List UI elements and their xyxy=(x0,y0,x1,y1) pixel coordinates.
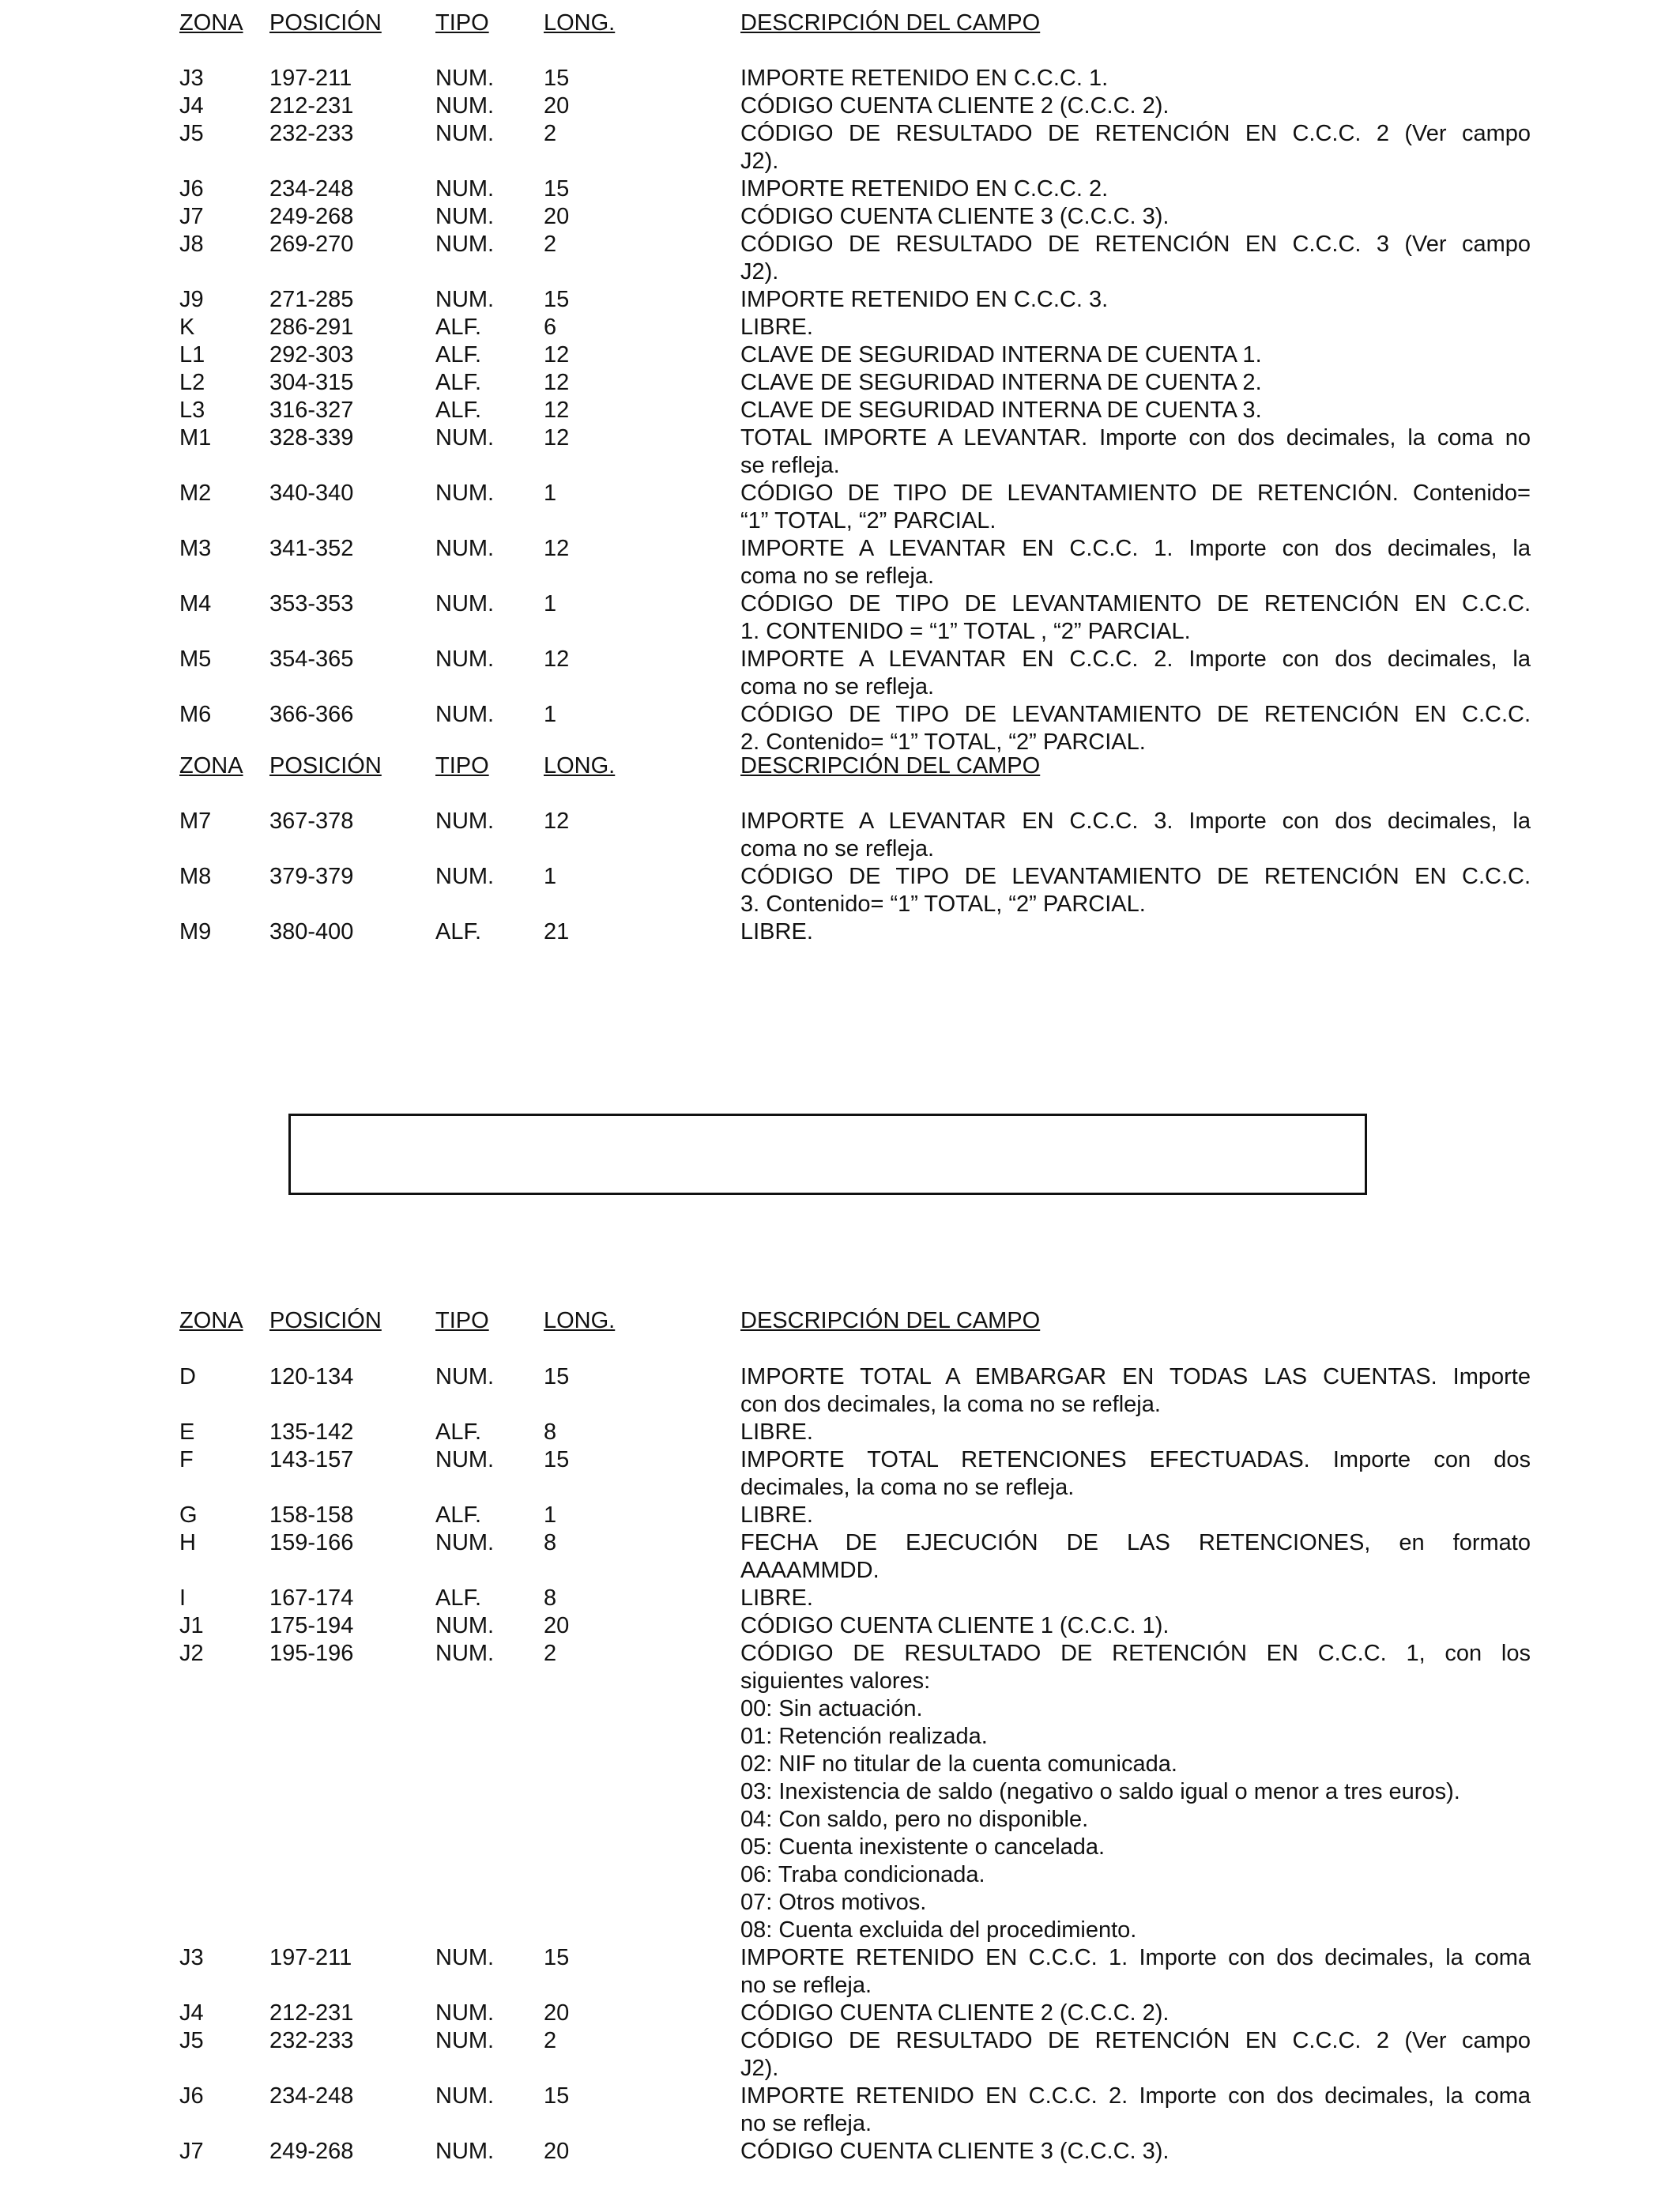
cell-descripcion xyxy=(740,1640,1531,1944)
cell-zona: L2 xyxy=(179,370,205,395)
cell-tipo: ALF. xyxy=(435,315,482,340)
description-line: IMPORTE RETENIDO EN C.C.C. 2. xyxy=(740,176,1109,202)
cell-posicion: 249-268 xyxy=(269,2139,354,2164)
description-line: LIBRE. xyxy=(740,1585,813,1611)
cell-zona: M4 xyxy=(179,591,212,616)
cell-posicion: 212-231 xyxy=(269,2000,354,2026)
description-line: CÓDIGO DE TIPO DE LEVANTAMIENTO DE RETENCIÓN EN C.C.C. xyxy=(740,591,1531,616)
description-line: LIBRE. xyxy=(740,315,813,340)
cell-zona: J5 xyxy=(179,121,204,146)
description-line: LIBRE. xyxy=(740,919,813,944)
description-line: no se refleja. xyxy=(740,1973,872,1998)
cell-posicion: 353-353 xyxy=(269,591,354,616)
cell-descripcion xyxy=(740,92,1531,120)
cell-long: 20 xyxy=(544,204,570,229)
cell-posicion: 271-285 xyxy=(269,287,354,312)
cell-tipo: NUM. xyxy=(435,232,495,257)
description-line: CÓDIGO DE RESULTADO DE RETENCIÓN EN C.C.C. 3 (Ver campo xyxy=(740,232,1531,257)
cell-long: 1 xyxy=(544,702,557,727)
description-line: CÓDIGO DE TIPO DE LEVANTAMIENTO DE RETENCIÓN. Contenido= xyxy=(740,481,1531,506)
cell-posicion: 120-134 xyxy=(269,1364,354,1389)
description-line: 00: Sin actuación. xyxy=(740,1696,923,1721)
cell-descripcion xyxy=(740,1529,1531,1585)
cell-long: 6 xyxy=(544,315,557,340)
cell-tipo: NUM. xyxy=(435,536,495,561)
cell-tipo: NUM. xyxy=(435,121,495,146)
cell-descripcion xyxy=(740,1363,1531,1419)
description-line: J2). xyxy=(740,149,779,174)
cell-zona: J1 xyxy=(179,1613,204,1638)
header-posicion: POSICIÓN xyxy=(269,1308,382,1333)
description-line: IMPORTE RETENIDO EN C.C.C. 3. xyxy=(740,287,1109,312)
cell-long: 20 xyxy=(544,2139,570,2164)
cell-long: 1 xyxy=(544,864,557,889)
cell-long: 21 xyxy=(544,919,570,944)
cell-tipo: ALF. xyxy=(435,1585,482,1611)
description-line: LIBRE. xyxy=(740,1502,813,1528)
header-tipo: TIPO xyxy=(435,753,489,778)
cell-descripcion xyxy=(740,175,1531,203)
cell-descripcion xyxy=(740,2083,1531,2138)
cell-posicion: 380-400 xyxy=(269,919,354,944)
description-line: CÓDIGO CUENTA CLIENTE 1 (C.C.C. 1). xyxy=(740,1613,1170,1638)
cell-long: 12 xyxy=(544,398,570,423)
cell-posicion: 232-233 xyxy=(269,2028,354,2053)
cell-tipo: NUM. xyxy=(435,66,495,91)
cell-long: 2 xyxy=(544,232,557,257)
cell-long: 2 xyxy=(544,2028,557,2053)
cell-tipo: NUM. xyxy=(435,481,495,506)
description-line: CÓDIGO CUENTA CLIENTE 3 (C.C.C. 3). xyxy=(740,204,1170,229)
cell-descripcion xyxy=(740,2138,1531,2166)
cell-zona: J3 xyxy=(179,66,204,91)
header-zona: ZONA xyxy=(179,10,243,36)
cell-zona: M9 xyxy=(179,919,212,944)
cell-long: 12 xyxy=(544,370,570,395)
cell-tipo: NUM. xyxy=(435,702,495,727)
cell-tipo: NUM. xyxy=(435,2083,495,2109)
cell-zona: J9 xyxy=(179,287,204,312)
cell-posicion: 340-340 xyxy=(269,481,354,506)
cell-posicion: 158-158 xyxy=(269,1502,354,1528)
cell-tipo: ALF. xyxy=(435,370,482,395)
cell-descripcion xyxy=(740,808,1531,863)
cell-posicion: 304-315 xyxy=(269,370,354,395)
description-line: 03: Inexistencia de saldo (negativo o saldo igual o menor a tres euros). xyxy=(740,1779,1460,1804)
description-line: IMPORTE A LEVANTAR EN C.C.C. 3. Importe con dos decimales, la xyxy=(740,809,1531,834)
table-header xyxy=(0,752,1680,780)
cell-tipo: NUM. xyxy=(435,2139,495,2164)
cell-zona: L3 xyxy=(179,398,205,423)
header-descripcion: DESCRIPCIÓN DEL CAMPO xyxy=(740,1308,1041,1333)
cell-tipo: NUM. xyxy=(435,1613,495,1638)
cell-tipo: NUM. xyxy=(435,647,495,672)
cell-tipo: NUM. xyxy=(435,425,495,450)
cell-descripcion xyxy=(740,2027,1531,2083)
description-line: 07: Otros motivos. xyxy=(740,1890,927,1915)
cell-tipo: NUM. xyxy=(435,176,495,202)
cell-descripcion xyxy=(740,120,1531,175)
description-line: 06: Traba condicionada. xyxy=(740,1862,985,1887)
description-line: no se refleja. xyxy=(740,2111,872,2136)
header-long: LONG. xyxy=(544,10,616,36)
cell-posicion: 232-233 xyxy=(269,121,354,146)
header-posicion: POSICIÓN xyxy=(269,753,382,778)
cell-long: 8 xyxy=(544,1585,557,1611)
header-tipo: TIPO xyxy=(435,10,489,36)
cell-tipo: NUM. xyxy=(435,864,495,889)
description-line: IMPORTE RETENIDO EN C.C.C. 2. Importe con dos decimales, la coma xyxy=(740,2083,1531,2109)
cell-long: 12 xyxy=(544,647,570,672)
description-line: CÓDIGO DE RESULTADO DE RETENCIÓN EN C.C.C. 1, con los xyxy=(740,1641,1531,1666)
cell-posicion: 316-327 xyxy=(269,398,354,423)
cell-zona: M6 xyxy=(179,702,212,727)
cell-long: 2 xyxy=(544,121,557,146)
cell-long: 15 xyxy=(544,1364,570,1389)
cell-posicion: 212-231 xyxy=(269,93,354,119)
cell-zona: J7 xyxy=(179,204,204,229)
cell-long: 8 xyxy=(544,1419,557,1445)
cell-long: 8 xyxy=(544,1530,557,1555)
description-line: IMPORTE RETENIDO EN C.C.C. 1. xyxy=(740,66,1109,91)
cell-long: 1 xyxy=(544,591,557,616)
cell-long: 2 xyxy=(544,1641,557,1666)
description-line: IMPORTE RETENIDO EN C.C.C. 1. Importe con dos decimales, la coma xyxy=(740,1945,1531,1970)
cell-zona: M2 xyxy=(179,481,212,506)
cell-zona: H xyxy=(179,1530,196,1555)
cell-zona: J7 xyxy=(179,2139,204,2164)
description-line: CÓDIGO CUENTA CLIENTE 3 (C.C.C. 3). xyxy=(740,2139,1170,2164)
cell-zona: G xyxy=(179,1502,198,1528)
cell-descripcion xyxy=(740,1944,1531,2000)
cell-long: 15 xyxy=(544,1447,570,1472)
table-header xyxy=(0,9,1680,37)
description-line: coma no se refleja. xyxy=(740,674,935,699)
description-line: 01: Retención realizada. xyxy=(740,1724,988,1749)
cell-posicion: 234-248 xyxy=(269,176,354,202)
description-line: CÓDIGO DE TIPO DE LEVANTAMIENTO DE RETENCIÓN EN C.C.C. xyxy=(740,702,1531,727)
section-title-box xyxy=(288,1114,1367,1195)
cell-posicion: 328-339 xyxy=(269,425,354,450)
description-line: CÓDIGO CUENTA CLIENTE 2 (C.C.C. 2). xyxy=(740,93,1170,119)
description-line: siguientes valores: xyxy=(740,1668,931,1694)
description-line: “1” TOTAL, “2” PARCIAL. xyxy=(740,508,996,533)
cell-posicion: 175-194 xyxy=(269,1613,354,1638)
header-tipo: TIPO xyxy=(435,1308,489,1333)
cell-long: 15 xyxy=(544,66,570,91)
cell-descripcion xyxy=(740,397,1531,424)
cell-zona: J2 xyxy=(179,1641,204,1666)
description-line: coma no se refleja. xyxy=(740,836,935,861)
cell-tipo: NUM. xyxy=(435,809,495,834)
description-line: CLAVE DE SEGURIDAD INTERNA DE CUENTA 2. xyxy=(740,370,1262,395)
header-long: LONG. xyxy=(544,1308,616,1333)
cell-long: 20 xyxy=(544,93,570,119)
cell-zona: J6 xyxy=(179,2083,204,2109)
cell-descripcion xyxy=(740,535,1531,590)
cell-long: 15 xyxy=(544,287,570,312)
cell-zona: J4 xyxy=(179,93,204,119)
cell-descripcion xyxy=(740,1502,1531,1529)
cell-long: 15 xyxy=(544,1945,570,1970)
cell-posicion: 197-211 xyxy=(269,66,352,91)
cell-descripcion xyxy=(740,203,1531,231)
description-line: coma no se refleja. xyxy=(740,564,935,589)
description-line: decimales, la coma no se refleja. xyxy=(740,1475,1075,1500)
cell-zona: J4 xyxy=(179,2000,204,2026)
description-line: J2). xyxy=(740,2056,779,2081)
header-posicion: POSICIÓN xyxy=(269,10,382,36)
cell-zona: M8 xyxy=(179,864,212,889)
cell-posicion: 292-303 xyxy=(269,342,354,368)
description-line: IMPORTE A LEVANTAR EN C.C.C. 1. Importe con dos decimales, la xyxy=(740,536,1531,561)
cell-posicion: 159-166 xyxy=(269,1530,354,1555)
cell-long: 1 xyxy=(544,481,557,506)
cell-descripcion xyxy=(740,65,1531,92)
cell-tipo: NUM. xyxy=(435,1364,495,1389)
cell-descripcion xyxy=(740,1612,1531,1640)
cell-long: 15 xyxy=(544,2083,570,2109)
cell-descripcion xyxy=(740,341,1531,369)
cell-posicion: 167-174 xyxy=(269,1585,354,1611)
description-line: CÓDIGO DE RESULTADO DE RETENCIÓN EN C.C.C. 2 (Ver campo xyxy=(740,2028,1531,2053)
table-header xyxy=(0,1307,1680,1335)
cell-zona: M3 xyxy=(179,536,212,561)
cell-tipo: NUM. xyxy=(435,93,495,119)
cell-descripcion xyxy=(740,314,1531,341)
header-zona: ZONA xyxy=(179,1308,243,1333)
cell-tipo: NUM. xyxy=(435,287,495,312)
cell-tipo: NUM. xyxy=(435,591,495,616)
description-line: 05: Cuenta inexistente o cancelada. xyxy=(740,1834,1106,1860)
header-zona: ZONA xyxy=(179,753,243,778)
description-line: CLAVE DE SEGURIDAD INTERNA DE CUENTA 3. xyxy=(740,398,1262,423)
description-line: IMPORTE TOTAL A EMBARGAR EN TODAS LAS CUENTAS. Importe xyxy=(740,1364,1531,1389)
cell-descripcion xyxy=(740,231,1531,286)
cell-tipo: ALF. xyxy=(435,398,482,423)
cell-long: 12 xyxy=(544,809,570,834)
cell-descripcion xyxy=(740,424,1531,480)
description-line: IMPORTE TOTAL RETENCIONES EFECTUADAS. Importe con dos xyxy=(740,1447,1531,1472)
description-line: 3. Contenido= “1” TOTAL, “2” PARCIAL. xyxy=(740,892,1146,917)
cell-zona: J5 xyxy=(179,2028,204,2053)
cell-tipo: ALF. xyxy=(435,919,482,944)
cell-zona: M5 xyxy=(179,647,212,672)
cell-tipo: NUM. xyxy=(435,1447,495,1472)
description-line: 2. Contenido= “1” TOTAL, “2” PARCIAL. xyxy=(740,729,1146,755)
cell-tipo: ALF. xyxy=(435,1419,482,1445)
cell-long: 12 xyxy=(544,425,570,450)
cell-descripcion xyxy=(740,369,1531,397)
description-line: CÓDIGO CUENTA CLIENTE 2 (C.C.C. 2). xyxy=(740,2000,1170,2026)
description-line: IMPORTE A LEVANTAR EN C.C.C. 2. Importe con dos decimales, la xyxy=(740,647,1531,672)
cell-posicion: 286-291 xyxy=(269,315,354,340)
cell-posicion: 234-248 xyxy=(269,2083,354,2109)
cell-posicion: 197-211 xyxy=(269,1945,352,1970)
cell-descripcion xyxy=(740,701,1531,756)
header-long: LONG. xyxy=(544,753,616,778)
description-line: CLAVE DE SEGURIDAD INTERNA DE CUENTA 1. xyxy=(740,342,1262,368)
cell-tipo: NUM. xyxy=(435,2028,495,2053)
description-line: 1. CONTENIDO = “1” TOTAL , “2” PARCIAL. xyxy=(740,619,1191,644)
cell-posicion: 379-379 xyxy=(269,864,354,889)
cell-long: 12 xyxy=(544,342,570,368)
cell-posicion: 366-366 xyxy=(269,702,354,727)
cell-zona: J6 xyxy=(179,176,204,202)
cell-posicion: 354-365 xyxy=(269,647,354,672)
cell-zona: J8 xyxy=(179,232,204,257)
cell-descripcion xyxy=(740,863,1531,918)
cell-posicion: 249-268 xyxy=(269,204,354,229)
description-line: J2). xyxy=(740,259,779,285)
cell-zona: K xyxy=(179,315,195,340)
cell-zona: D xyxy=(179,1364,196,1389)
description-line: CÓDIGO DE RESULTADO DE RETENCIÓN EN C.C.C. 2 (Ver campo xyxy=(740,121,1531,146)
cell-tipo: NUM. xyxy=(435,1945,495,1970)
cell-long: 12 xyxy=(544,536,570,561)
cell-posicion: 341-352 xyxy=(269,536,354,561)
cell-long: 1 xyxy=(544,1502,557,1528)
cell-descripcion xyxy=(740,590,1531,646)
cell-long: 20 xyxy=(544,1613,570,1638)
description-line: CÓDIGO DE TIPO DE LEVANTAMIENTO DE RETENCIÓN EN C.C.C. xyxy=(740,864,1531,889)
description-line: LIBRE. xyxy=(740,1419,813,1445)
cell-tipo: ALF. xyxy=(435,342,482,368)
description-line: con dos decimales, la coma no se refleja. xyxy=(740,1392,1161,1417)
cell-posicion: 269-270 xyxy=(269,232,354,257)
cell-descripcion xyxy=(740,480,1531,535)
description-line: 02: NIF no titular de la cuenta comunicada. xyxy=(740,1751,1177,1777)
cell-descripcion xyxy=(740,286,1531,314)
cell-zona: F xyxy=(179,1447,194,1472)
cell-descripcion xyxy=(740,646,1531,701)
header-descripcion: DESCRIPCIÓN DEL CAMPO xyxy=(740,753,1041,778)
cell-tipo: NUM. xyxy=(435,2000,495,2026)
cell-zona: M1 xyxy=(179,425,212,450)
cell-descripcion xyxy=(740,1419,1531,1446)
description-line: TOTAL IMPORTE A LEVANTAR. Importe con dos decimales, la coma no xyxy=(740,425,1531,450)
header-descripcion: DESCRIPCIÓN DEL CAMPO xyxy=(740,10,1041,36)
description-line: 08: Cuenta excluida del procedimiento. xyxy=(740,1917,1137,1943)
cell-tipo: NUM. xyxy=(435,1641,495,1666)
cell-tipo: NUM. xyxy=(435,204,495,229)
cell-tipo: NUM. xyxy=(435,1530,495,1555)
cell-descripcion xyxy=(740,2000,1531,2027)
cell-posicion: 143-157 xyxy=(269,1447,354,1472)
description-line: se refleja. xyxy=(740,453,840,478)
cell-zona: I xyxy=(179,1585,186,1611)
cell-long: 20 xyxy=(544,2000,570,2026)
cell-posicion: 195-196 xyxy=(269,1641,354,1666)
description-line: AAAAMMDD. xyxy=(740,1558,880,1583)
cell-posicion: 367-378 xyxy=(269,809,354,834)
cell-descripcion xyxy=(740,1585,1531,1612)
cell-descripcion xyxy=(740,918,1531,946)
description-line: FECHA DE EJECUCIÓN DE LAS RETENCIONES, en formato xyxy=(740,1530,1531,1555)
cell-tipo: ALF. xyxy=(435,1502,482,1528)
cell-zona: L1 xyxy=(179,342,205,368)
cell-long: 15 xyxy=(544,176,570,202)
cell-descripcion xyxy=(740,1446,1531,1502)
cell-zona: M7 xyxy=(179,809,212,834)
cell-posicion: 135-142 xyxy=(269,1419,354,1445)
cell-zona: E xyxy=(179,1419,195,1445)
cell-zona: J3 xyxy=(179,1945,204,1970)
description-line: 04: Con saldo, pero no disponible. xyxy=(740,1807,1089,1832)
